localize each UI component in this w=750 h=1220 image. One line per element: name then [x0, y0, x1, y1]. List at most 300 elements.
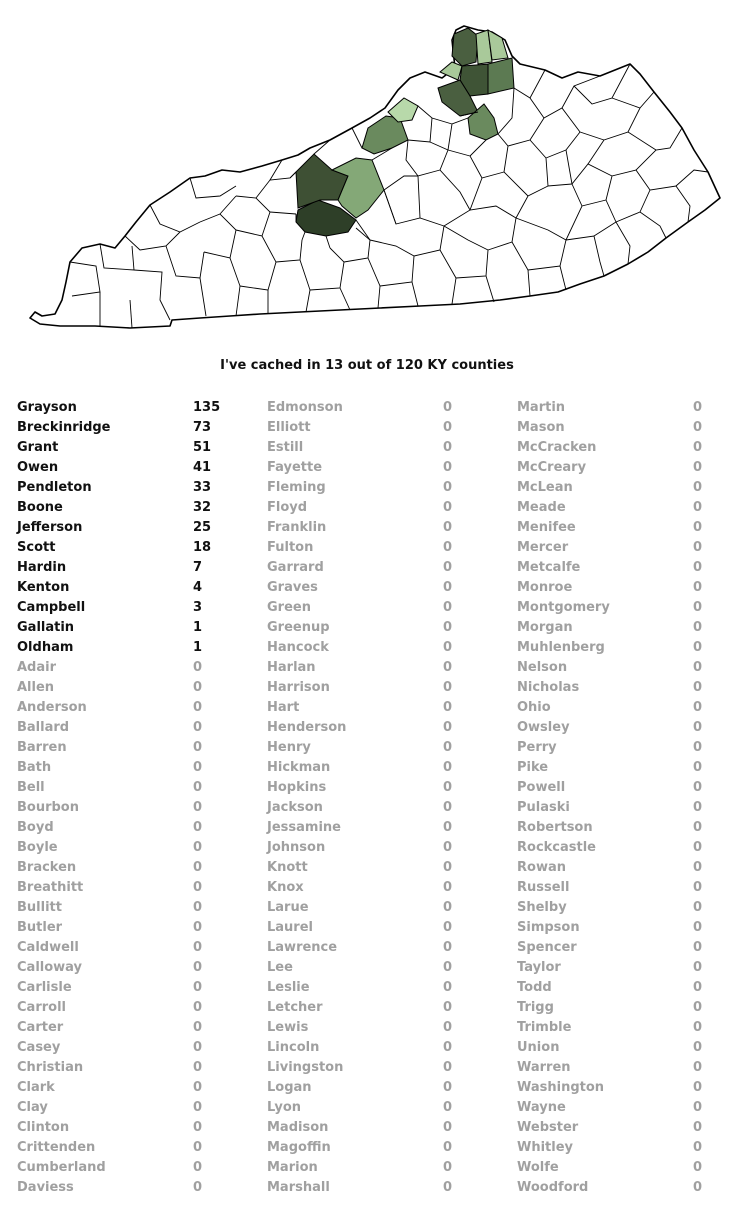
county-row: [250, 458, 500, 478]
county-name: Johnson: [267, 840, 326, 855]
county-name: Mercer: [517, 540, 569, 555]
county-count: 0: [693, 1100, 703, 1115]
county-count: 3: [193, 600, 203, 615]
county-name: Bell: [17, 780, 45, 795]
county-name: McCracken: [517, 440, 597, 455]
county-count: 0: [693, 820, 703, 835]
county-count: 0: [443, 660, 453, 675]
county-name: Edmonson: [267, 400, 343, 415]
county-row: [250, 598, 500, 618]
county-name: Mason: [517, 420, 565, 435]
county-count: 0: [193, 1120, 203, 1135]
county-name: Ohio: [517, 700, 551, 715]
county-count: 0: [443, 1040, 453, 1055]
county-row: [0, 558, 250, 578]
county-name: Knox: [267, 880, 304, 895]
county-row: [500, 918, 750, 938]
county-row: [250, 1158, 500, 1178]
county-row: [500, 878, 750, 898]
county-row: [0, 1018, 250, 1038]
county-row: [250, 1058, 500, 1078]
county-row: [0, 818, 250, 838]
county-name: Lyon: [267, 1100, 302, 1115]
county-name: Greenup: [267, 620, 330, 635]
county-name: Robertson: [517, 820, 593, 835]
county-row: [500, 818, 750, 838]
county-row: [500, 1018, 750, 1038]
county-count: 0: [443, 880, 453, 895]
county-row: [0, 658, 250, 678]
county-count: 0: [443, 1120, 453, 1135]
county-name: Barren: [17, 740, 67, 755]
county-row: [250, 978, 500, 998]
county-row: [250, 778, 500, 798]
county-name: Hopkins: [267, 780, 327, 795]
county-row: [0, 1158, 250, 1178]
county-name: Hart: [267, 700, 300, 715]
county-count: 0: [693, 540, 703, 555]
county-count: 0: [693, 580, 703, 595]
county-count: 0: [693, 680, 703, 695]
county-row: [0, 458, 250, 478]
county-count: 0: [693, 760, 703, 775]
county-name: Russell: [517, 880, 570, 895]
county-name: Knott: [267, 860, 308, 875]
county-name: Henderson: [267, 720, 347, 735]
county-name: Harrison: [267, 680, 330, 695]
county-count: 0: [443, 920, 453, 935]
county-count: 0: [693, 740, 703, 755]
county-count: 0: [693, 940, 703, 955]
county-name: Gallatin: [17, 620, 75, 635]
county-name: Spencer: [517, 940, 577, 955]
county-row: [500, 558, 750, 578]
county-row: [250, 678, 500, 698]
county-name: Estill: [267, 440, 304, 455]
county-count: 0: [443, 860, 453, 875]
county-row: [0, 398, 250, 418]
county-row: [0, 478, 250, 498]
county-name: Pulaski: [517, 800, 570, 815]
county-name: Elliott: [267, 420, 311, 435]
county-count: 0: [693, 600, 703, 615]
county-name: Woodford: [517, 1180, 589, 1195]
county-count: 51: [193, 440, 212, 455]
county-count: 0: [443, 580, 453, 595]
county-count: 0: [193, 960, 203, 975]
county-count: 0: [193, 880, 203, 895]
county-count: 0: [193, 920, 203, 935]
county-count: 0: [193, 940, 203, 955]
county-name: Leslie: [267, 980, 310, 995]
county-row: [0, 838, 250, 858]
county-name: Boyle: [17, 840, 58, 855]
county-row: [250, 478, 500, 498]
county-row: [500, 478, 750, 498]
county-row: [250, 518, 500, 538]
kentucky-county-map: [0, 0, 750, 345]
county-row: [250, 558, 500, 578]
county-row: [250, 758, 500, 778]
county-name: Allen: [17, 680, 55, 695]
county-name: Butler: [17, 920, 63, 935]
county-count: 0: [443, 940, 453, 955]
county-count: 135: [193, 400, 221, 415]
county-count: 0: [693, 1080, 703, 1095]
county-count: 0: [443, 820, 453, 835]
county-name: Logan: [267, 1080, 312, 1095]
county-count: 1: [193, 620, 203, 635]
county-count: 0: [693, 1040, 703, 1055]
county-count: 4: [193, 580, 203, 595]
county-name: Rockcastle: [517, 840, 596, 855]
county-count: 0: [443, 680, 453, 695]
county-name: Scott: [17, 540, 56, 555]
county-count: 0: [193, 1180, 203, 1195]
county-row: [0, 1178, 250, 1198]
county-count: 0: [693, 880, 703, 895]
county-name: Lewis: [267, 1020, 309, 1035]
county-name: Shelby: [517, 900, 567, 915]
county-count: 0: [193, 820, 203, 835]
county-row: [500, 578, 750, 598]
county-row: [0, 998, 250, 1018]
county-row: [500, 778, 750, 798]
summary-text: I've cached in 13 out of 120 KY counties: [220, 358, 514, 373]
county-name: Campbell: [17, 600, 86, 615]
county-boone: [452, 28, 478, 66]
county-row: [250, 858, 500, 878]
county-row: [500, 998, 750, 1018]
county-name: Marion: [267, 1160, 318, 1175]
county-row: [0, 878, 250, 898]
county-row: [500, 938, 750, 958]
county-name: Powell: [517, 780, 566, 795]
county-row: [250, 698, 500, 718]
county-count: 0: [193, 720, 203, 735]
county-count: 0: [443, 620, 453, 635]
county-count: 0: [693, 420, 703, 435]
county-row: [500, 398, 750, 418]
county-row: [500, 598, 750, 618]
county-row: [0, 438, 250, 458]
county-row: [500, 1178, 750, 1198]
county-count: 0: [193, 1140, 203, 1155]
county-count: 0: [693, 960, 703, 975]
county-count: 0: [193, 1000, 203, 1015]
county-row: [0, 678, 250, 698]
county-name: Trigg: [517, 1000, 554, 1015]
county-count: 0: [443, 440, 453, 455]
county-row: [250, 498, 500, 518]
county-count: 0: [193, 860, 203, 875]
county-row: [500, 1098, 750, 1118]
county-name: Fulton: [267, 540, 314, 555]
county-row: [250, 438, 500, 458]
county-pendleton: [488, 58, 514, 94]
county-count: 0: [443, 560, 453, 575]
county-count: 0: [193, 840, 203, 855]
county-name: Pendleton: [17, 480, 92, 495]
county-name: Taylor: [517, 960, 561, 975]
county-row: [500, 698, 750, 718]
county-count: 0: [693, 640, 703, 655]
county-name: Bourbon: [17, 800, 79, 815]
county-row: [0, 538, 250, 558]
county-row: [500, 798, 750, 818]
county-count: 0: [443, 760, 453, 775]
county-row: [250, 418, 500, 438]
county-name: Carter: [17, 1020, 64, 1035]
county-row: [250, 898, 500, 918]
county-row: [250, 958, 500, 978]
county-count: 0: [443, 460, 453, 475]
county-count: 0: [693, 780, 703, 795]
county-name: Laurel: [267, 920, 313, 935]
county-count: 0: [443, 500, 453, 515]
county-count: 0: [443, 1160, 453, 1175]
county-count: 0: [443, 1080, 453, 1095]
county-name: Bath: [17, 760, 52, 775]
county-row: [500, 618, 750, 638]
county-name: Carlisle: [17, 980, 72, 995]
county-name: Jackson: [267, 800, 323, 815]
county-count: 0: [693, 800, 703, 815]
county-count: 0: [443, 520, 453, 535]
county-count: 0: [693, 620, 703, 635]
county-row: [0, 518, 250, 538]
county-count: 0: [443, 420, 453, 435]
county-count: 0: [193, 1040, 203, 1055]
county-row: [500, 1078, 750, 1098]
county-name: Marshall: [267, 1180, 330, 1195]
county-name: Christian: [17, 1060, 84, 1075]
county-count: 0: [443, 600, 453, 615]
county-row: [500, 1158, 750, 1178]
county-name: Clinton: [17, 1120, 70, 1135]
county-row: [250, 1098, 500, 1118]
county-count: 0: [193, 980, 203, 995]
county-count: 0: [443, 800, 453, 815]
county-row: [500, 538, 750, 558]
county-count: 0: [443, 720, 453, 735]
county-row: [250, 1138, 500, 1158]
county-name: Floyd: [267, 500, 308, 515]
county-row: [0, 758, 250, 778]
county-count: 41: [193, 460, 212, 475]
county-count: 0: [693, 1120, 703, 1135]
county-row: [500, 518, 750, 538]
county-name: Monroe: [517, 580, 573, 595]
county-count: 0: [693, 1000, 703, 1015]
county-name: Nicholas: [517, 680, 580, 695]
county-count: 0: [693, 840, 703, 855]
county-row: [250, 878, 500, 898]
county-name: Bracken: [17, 860, 77, 875]
county-count: 0: [193, 1160, 203, 1175]
county-count: 0: [693, 900, 703, 915]
county-name: Todd: [517, 980, 552, 995]
county-row: [500, 738, 750, 758]
county-name: Lincoln: [267, 1040, 320, 1055]
county-count: 0: [443, 900, 453, 915]
county-count: 7: [193, 560, 203, 575]
county-count: 0: [443, 1100, 453, 1115]
county-count: 0: [443, 480, 453, 495]
county-count: 0: [193, 760, 203, 775]
county-row: [0, 638, 250, 658]
county-name: Green: [267, 600, 311, 615]
county-row: [500, 898, 750, 918]
county-column-2: [250, 398, 500, 1198]
county-row: [250, 618, 500, 638]
county-name: Breckinridge: [17, 420, 111, 435]
county-row: [250, 1018, 500, 1038]
county-row: [500, 858, 750, 878]
county-name: Caldwell: [17, 940, 79, 955]
county-row: [0, 1098, 250, 1118]
county-count: 0: [443, 960, 453, 975]
county-count: 0: [693, 980, 703, 995]
county-count: 0: [193, 700, 203, 715]
county-name: Washington: [517, 1080, 605, 1095]
county-row: [250, 718, 500, 738]
county-count: 0: [693, 700, 703, 715]
county-row: [0, 1078, 250, 1098]
county-name: Casey: [17, 1040, 61, 1055]
county-row: [0, 778, 250, 798]
county-name: McLean: [517, 480, 573, 495]
county-row: [0, 718, 250, 738]
county-name: Boone: [17, 500, 63, 515]
county-row: [0, 578, 250, 598]
county-count: 0: [693, 860, 703, 875]
county-row: [500, 838, 750, 858]
county-row: [250, 1118, 500, 1138]
county-name: Garrard: [267, 560, 324, 575]
county-count: 0: [193, 680, 203, 695]
county-name: Breathitt: [17, 880, 84, 895]
county-count: 0: [193, 900, 203, 915]
county-name: Bullitt: [17, 900, 62, 915]
county-name: Boyd: [17, 820, 54, 835]
county-name: Lee: [267, 960, 293, 975]
county-row: [250, 1078, 500, 1098]
county-row: [0, 598, 250, 618]
county-name: Grayson: [17, 400, 77, 415]
county-count: 0: [693, 460, 703, 475]
county-name: Calloway: [17, 960, 83, 975]
county-count: 0: [193, 800, 203, 815]
county-row: [250, 818, 500, 838]
county-name: Webster: [517, 1120, 579, 1135]
county-count: 0: [693, 920, 703, 935]
county-name: Anderson: [17, 700, 87, 715]
county-name: Carroll: [17, 1000, 66, 1015]
county-name: Fleming: [267, 480, 326, 495]
county-count: 0: [193, 660, 203, 675]
county-row: [500, 498, 750, 518]
county-count: 0: [443, 1020, 453, 1035]
county-count: 0: [693, 480, 703, 495]
county-row: [500, 458, 750, 478]
county-count: 0: [443, 540, 453, 555]
county-name: Hickman: [267, 760, 331, 775]
county-name: Livingston: [267, 1060, 344, 1075]
county-row: [0, 498, 250, 518]
county-name: Clark: [17, 1080, 55, 1095]
county-name: Wolfe: [517, 1160, 559, 1175]
county-count: 1: [193, 640, 203, 655]
county-name: Simpson: [517, 920, 580, 935]
county-name: Trimble: [517, 1020, 572, 1035]
county-count: 0: [443, 1140, 453, 1155]
county-row: [500, 978, 750, 998]
county-count: 0: [443, 400, 453, 415]
county-row: [500, 718, 750, 738]
county-row: [250, 798, 500, 818]
county-row: [0, 898, 250, 918]
county-row: [0, 798, 250, 818]
county-row: [0, 1118, 250, 1138]
county-name: Grant: [17, 440, 59, 455]
county-name: Hancock: [267, 640, 329, 655]
county-count: 18: [193, 540, 212, 555]
county-count: 0: [443, 980, 453, 995]
county-row: [0, 858, 250, 878]
county-row: [250, 998, 500, 1018]
county-name: Ballard: [17, 720, 70, 735]
county-row: [0, 1138, 250, 1158]
county-name: Cumberland: [17, 1160, 106, 1175]
county-count: 0: [693, 1160, 703, 1175]
county-name: Union: [517, 1040, 560, 1055]
county-row: [500, 1038, 750, 1058]
county-row: [250, 738, 500, 758]
county-count: 0: [443, 1180, 453, 1195]
county-name: Menifee: [517, 520, 576, 535]
county-row: [500, 1138, 750, 1158]
county-count: 33: [193, 480, 212, 495]
county-name: Clay: [17, 1100, 48, 1115]
county-count: 25: [193, 520, 212, 535]
county-row: [0, 958, 250, 978]
county-row: [500, 1118, 750, 1138]
county-count: 0: [693, 1020, 703, 1035]
county-row: [500, 418, 750, 438]
county-count: 0: [443, 780, 453, 795]
county-count: 0: [693, 1060, 703, 1075]
county-count: 0: [443, 1000, 453, 1015]
county-row: [500, 958, 750, 978]
county-row: [500, 658, 750, 678]
county-name: Larue: [267, 900, 309, 915]
county-name: Jefferson: [17, 520, 83, 535]
county-count: 0: [443, 740, 453, 755]
county-name: Perry: [517, 740, 557, 755]
map-svg: [0, 0, 750, 345]
county-row: [250, 918, 500, 938]
county-name: Graves: [267, 580, 318, 595]
county-count: 0: [693, 500, 703, 515]
county-name: Harlan: [267, 660, 316, 675]
county-name: Jessamine: [267, 820, 341, 835]
county-name: Letcher: [267, 1000, 323, 1015]
county-name: Morgan: [517, 620, 573, 635]
county-row: [250, 1038, 500, 1058]
county-name: Crittenden: [17, 1140, 96, 1155]
county-name: Oldham: [17, 640, 74, 655]
